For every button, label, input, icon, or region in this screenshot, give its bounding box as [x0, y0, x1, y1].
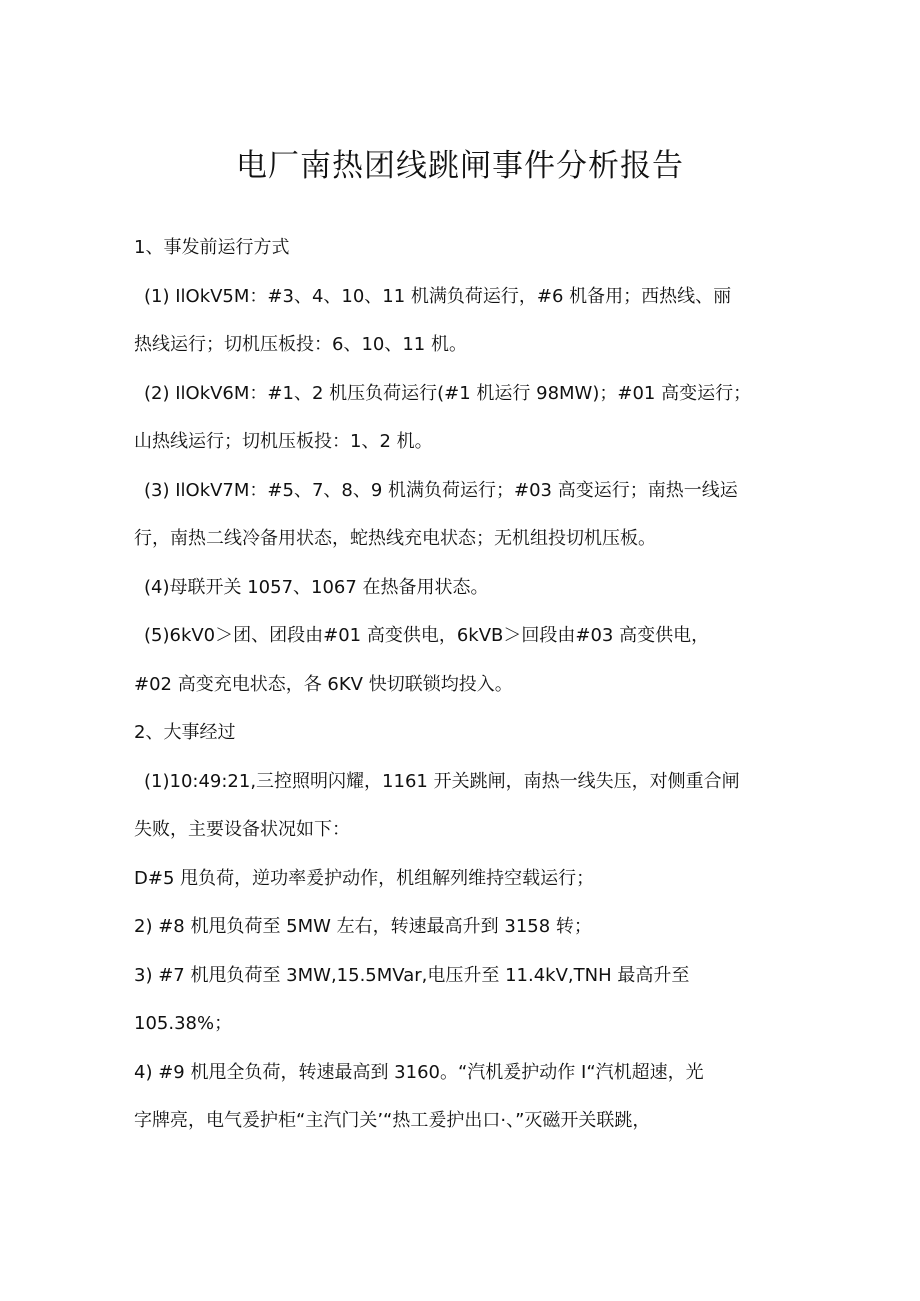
paragraph-line: (5)6kV0＞团、团段由#01 高变供电，6kVB＞回段由#03 高变供电，	[144, 625, 710, 646]
paragraph-line: 2) #8 机甩负荷至 5MW 左右，转速最高升到 3158 转；	[134, 916, 592, 937]
paragraph-line: 热线运行；切机压板投：6、10、11 机。	[134, 334, 467, 355]
paragraph-line: (1) IlOkV5M：#3、4、10、11 机满负荷运行，#6 机备用；西热线、丽	[144, 285, 732, 307]
report-body	[134, 224, 814, 1146]
report-title: 电厂南热团线跳闸事件分析报告	[236, 148, 684, 184]
paragraph-line: 失败，主要设备状况如下：	[134, 819, 350, 840]
paragraph-line: 3) #7 机甩负荷至 3MW,15.5MVar,电压升至 11.4kV,TNH 最高升至	[134, 964, 690, 986]
paragraph-line: (1)10:49:21,三控照明闪耀，1161 开关跳闸，南热一线失压，对侧重合闸	[144, 770, 740, 792]
paragraph-line: (3) IlOkV7M：#5、7、8、9 机满负荷运行；#03 高变运行；南热一线运	[144, 479, 738, 501]
paragraph-line: 4) #9 机甩全负荷，转速最高到 3160。“汽机爰护动作 I“汽机超速，光	[134, 1061, 704, 1083]
paragraph-line: #02 高变充电状态，各 6KV 快切联锁均投入。	[134, 673, 513, 695]
paragraph-line: 行，南热二线冷备用状态，蛇热线充电状态；无机组投切机压板。	[134, 528, 656, 549]
paragraph-line: D#5 甩负荷，逆功率爰护动作，机组解列维持空载运行；	[134, 867, 595, 889]
paragraph-line: (4)母联开关 1057、1067 在热备用状态。	[144, 576, 489, 598]
paragraph-line: (2) IlOkV6M：#1、2 机压负荷运行(#1 机运行 98MW)；#01 高变运行；	[144, 382, 752, 404]
paragraph-line: 山热线运行；切机压板投：1、2 机。	[134, 431, 433, 452]
section-heading: 2、大事经过	[134, 722, 236, 743]
paragraph-line: 105.38%；	[134, 1013, 233, 1034]
section-heading: 1、事发前运行方式	[134, 237, 290, 258]
paragraph-line: 字牌亮，电气爰护柜“主汽门关’“热工爰护出口·、”灭磁开关联跳，	[134, 1110, 651, 1131]
